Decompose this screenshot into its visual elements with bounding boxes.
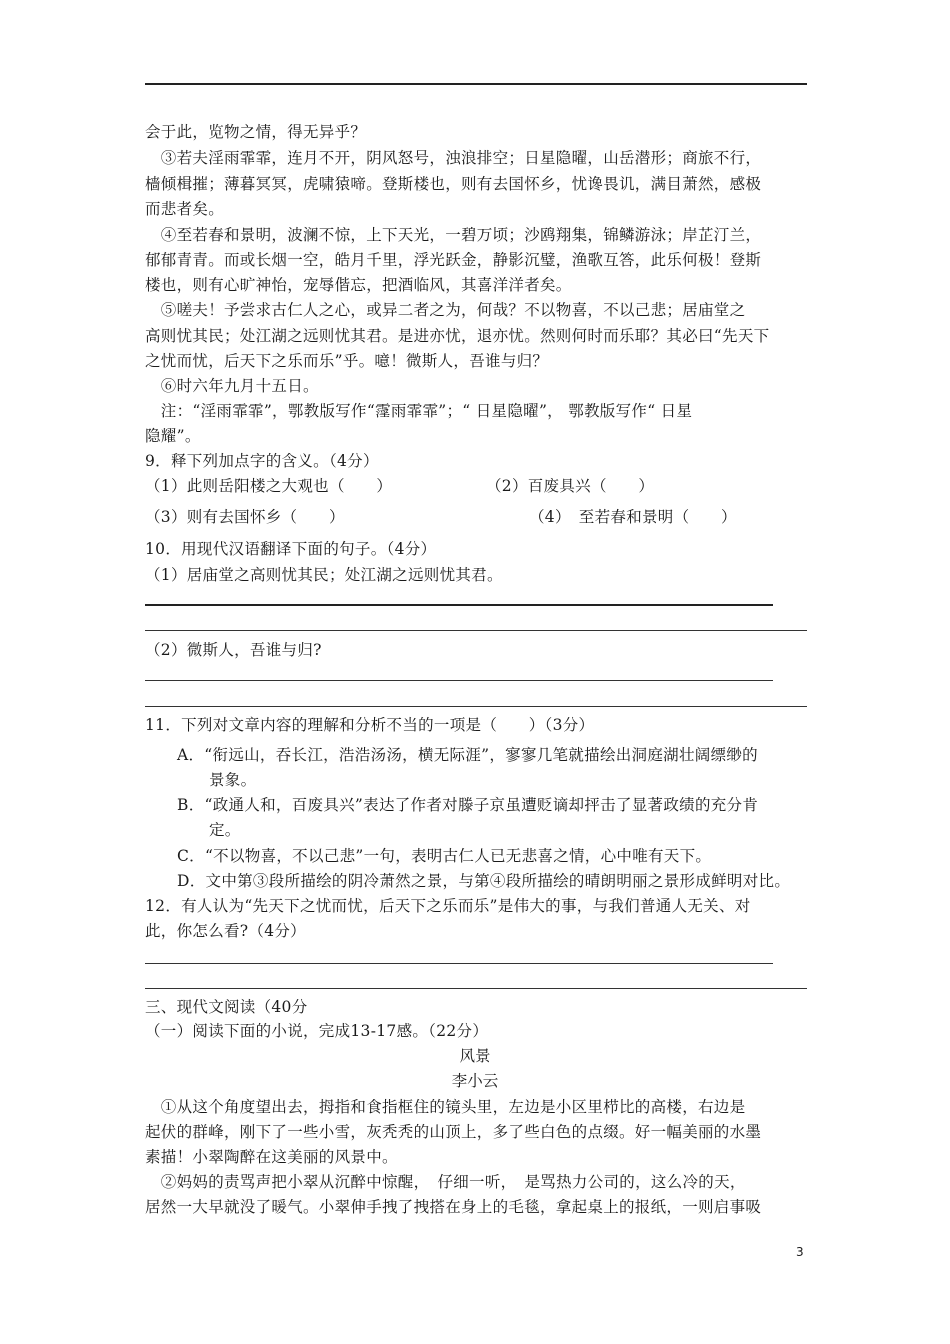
passage-line: 会于此，览物之情，得无异乎？ bbox=[145, 123, 367, 141]
question-9-item-3: （3）则有去国怀乡（ ） bbox=[145, 508, 345, 526]
section-subheading: （一）阅读下面的小说，完成13-17感。（22分） bbox=[145, 1022, 489, 1040]
passage-line: ④至若春和景明，波澜不惊，上下天光，一碧万顷；沙鸥翔集，锦鳞游泳；岸芷汀兰， bbox=[145, 226, 762, 244]
passage-line: 楼也，则有心旷神怡，宠辱偕忘，把酒临风，其喜洋洋者矣。 bbox=[145, 276, 572, 294]
option-d: D．文中第③段所描绘的阴冷萧然之景，与第④段所描绘的晴朗明丽之景形成鲜明对比。 bbox=[177, 872, 791, 890]
question-9-stem: 9．释下列加点字的含义。（4分） bbox=[145, 452, 379, 470]
option-a-cont: 景象。 bbox=[209, 771, 257, 789]
question-9-item-1: （1）此则岳阳楼之大观也（ ） bbox=[145, 477, 393, 495]
note-line: 注：“淫雨霏霏”，鄂教版写作“霪雨霏霏”；“ 日星隐曜”， 鄂教版写作“ 日星 bbox=[145, 402, 693, 420]
story-line: 居然一大早就没了暖气。小翠伸手拽了拽搭在身上的毛毯，拿起桌上的报纸，一则启事吸 bbox=[145, 1198, 762, 1216]
passage-line: 樯倾楫摧；薄暮冥冥，虎啸猿啼。登斯楼也，则有去国怀乡，忧谗畏讥，满目萧然，感极 bbox=[145, 175, 762, 193]
question-12-stem: 12．有人认为“先天下之忧而忧，后天下之乐而乐”是伟大的事，与我们普通人无关、对 bbox=[145, 897, 751, 915]
option-b-cont: 定。 bbox=[209, 821, 241, 839]
passage-line: 而悲者矣。 bbox=[145, 200, 225, 218]
question-10-stem: 10．用现代汉语翻译下面的句子。（4分） bbox=[145, 540, 437, 558]
answer-line[interactable] bbox=[145, 630, 807, 631]
answer-line[interactable] bbox=[145, 604, 773, 606]
answer-line[interactable] bbox=[145, 706, 807, 707]
note-line: 隐耀”。 bbox=[145, 427, 201, 445]
answer-line[interactable] bbox=[145, 988, 807, 989]
passage-line: 高则忧其民；处江湖之远则忧其君。是进亦忧，退亦忧。然则何时而乐耶？其必曰“先天下 bbox=[145, 327, 770, 345]
header-rule bbox=[145, 83, 807, 85]
passage-line: ③若夫淫雨霏霏，连月不开，阴风怒号，浊浪排空；日星隐曜，山岳潜形；商旅不行， bbox=[145, 149, 762, 167]
question-9-item-4: （4） 至若春和景明（ ） bbox=[529, 508, 737, 526]
story-line: ②妈妈的责骂声把小翠从沉醉中惊醒， 仔细一听， 是骂热力公司的，这么冷的天， bbox=[145, 1173, 746, 1191]
story-line: 素描！小翠陶醉在这美丽的风景中。 bbox=[145, 1148, 398, 1166]
question-10-sentence-2: （2）微斯人，吾谁与归? bbox=[145, 641, 322, 659]
answer-line[interactable] bbox=[145, 680, 773, 681]
question-11-stem: 11．下列对文章内容的理解和分析不当的一项是（ ）（3分） bbox=[145, 716, 595, 734]
question-12-stem-cont: 此，你怎么看?（4分） bbox=[145, 922, 306, 940]
story-author: 李小云 bbox=[451, 1072, 499, 1090]
option-c: C．“不以物喜，不以己悲”一句，表明古仁人已无悲喜之情，心中唯有天下。 bbox=[177, 847, 712, 865]
section-heading: 三、现代文阅读（40分 bbox=[145, 998, 308, 1016]
option-b: B．“政通人和，百废具兴”表达了作者对滕子京虽遭贬谪却抨击了显著政绩的充分肯 bbox=[177, 796, 759, 814]
story-line: 起伏的群峰，刚下了一些小雪，灰秃秃的山顶上，多了些白色的点缀。好一幅美丽的水墨 bbox=[145, 1123, 762, 1141]
passage-line: 郁郁青青。而或长烟一空，皓月千里，浮光跃金，静影沉璧，渔歌互答，此乐何极！登斯 bbox=[145, 251, 762, 269]
option-a: A．“衔远山，吞长江，浩浩汤汤，横无际涯”，寥寥几笔就描绘出洞庭湖壮阔缥缈的 bbox=[177, 746, 758, 764]
passage-line: ⑥时六年九月十五日。 bbox=[145, 377, 319, 395]
story-title: 风景 bbox=[459, 1047, 491, 1065]
question-10-sentence-1: （1）居庙堂之高则忧其民；处江湖之远则忧其君。 bbox=[145, 566, 503, 584]
passage-line: ⑤嗟夫！予尝求古仁人之心，或异二者之为，何哉？不以物喜，不以己悲；居庙堂之 bbox=[145, 301, 746, 319]
answer-line[interactable] bbox=[145, 963, 773, 964]
question-9-item-2: （2）百废具兴（ ） bbox=[486, 477, 655, 495]
passage-line: 之忧而忧，后天下之乐而乐”乎。噫！微斯人，吾谁与归？ bbox=[145, 352, 549, 370]
page-number: 3 bbox=[796, 1245, 804, 1259]
story-line: ①从这个角度望出去，拇指和食指框住的镜头里，左边是小区里栉比的高楼，右边是 bbox=[145, 1098, 746, 1116]
